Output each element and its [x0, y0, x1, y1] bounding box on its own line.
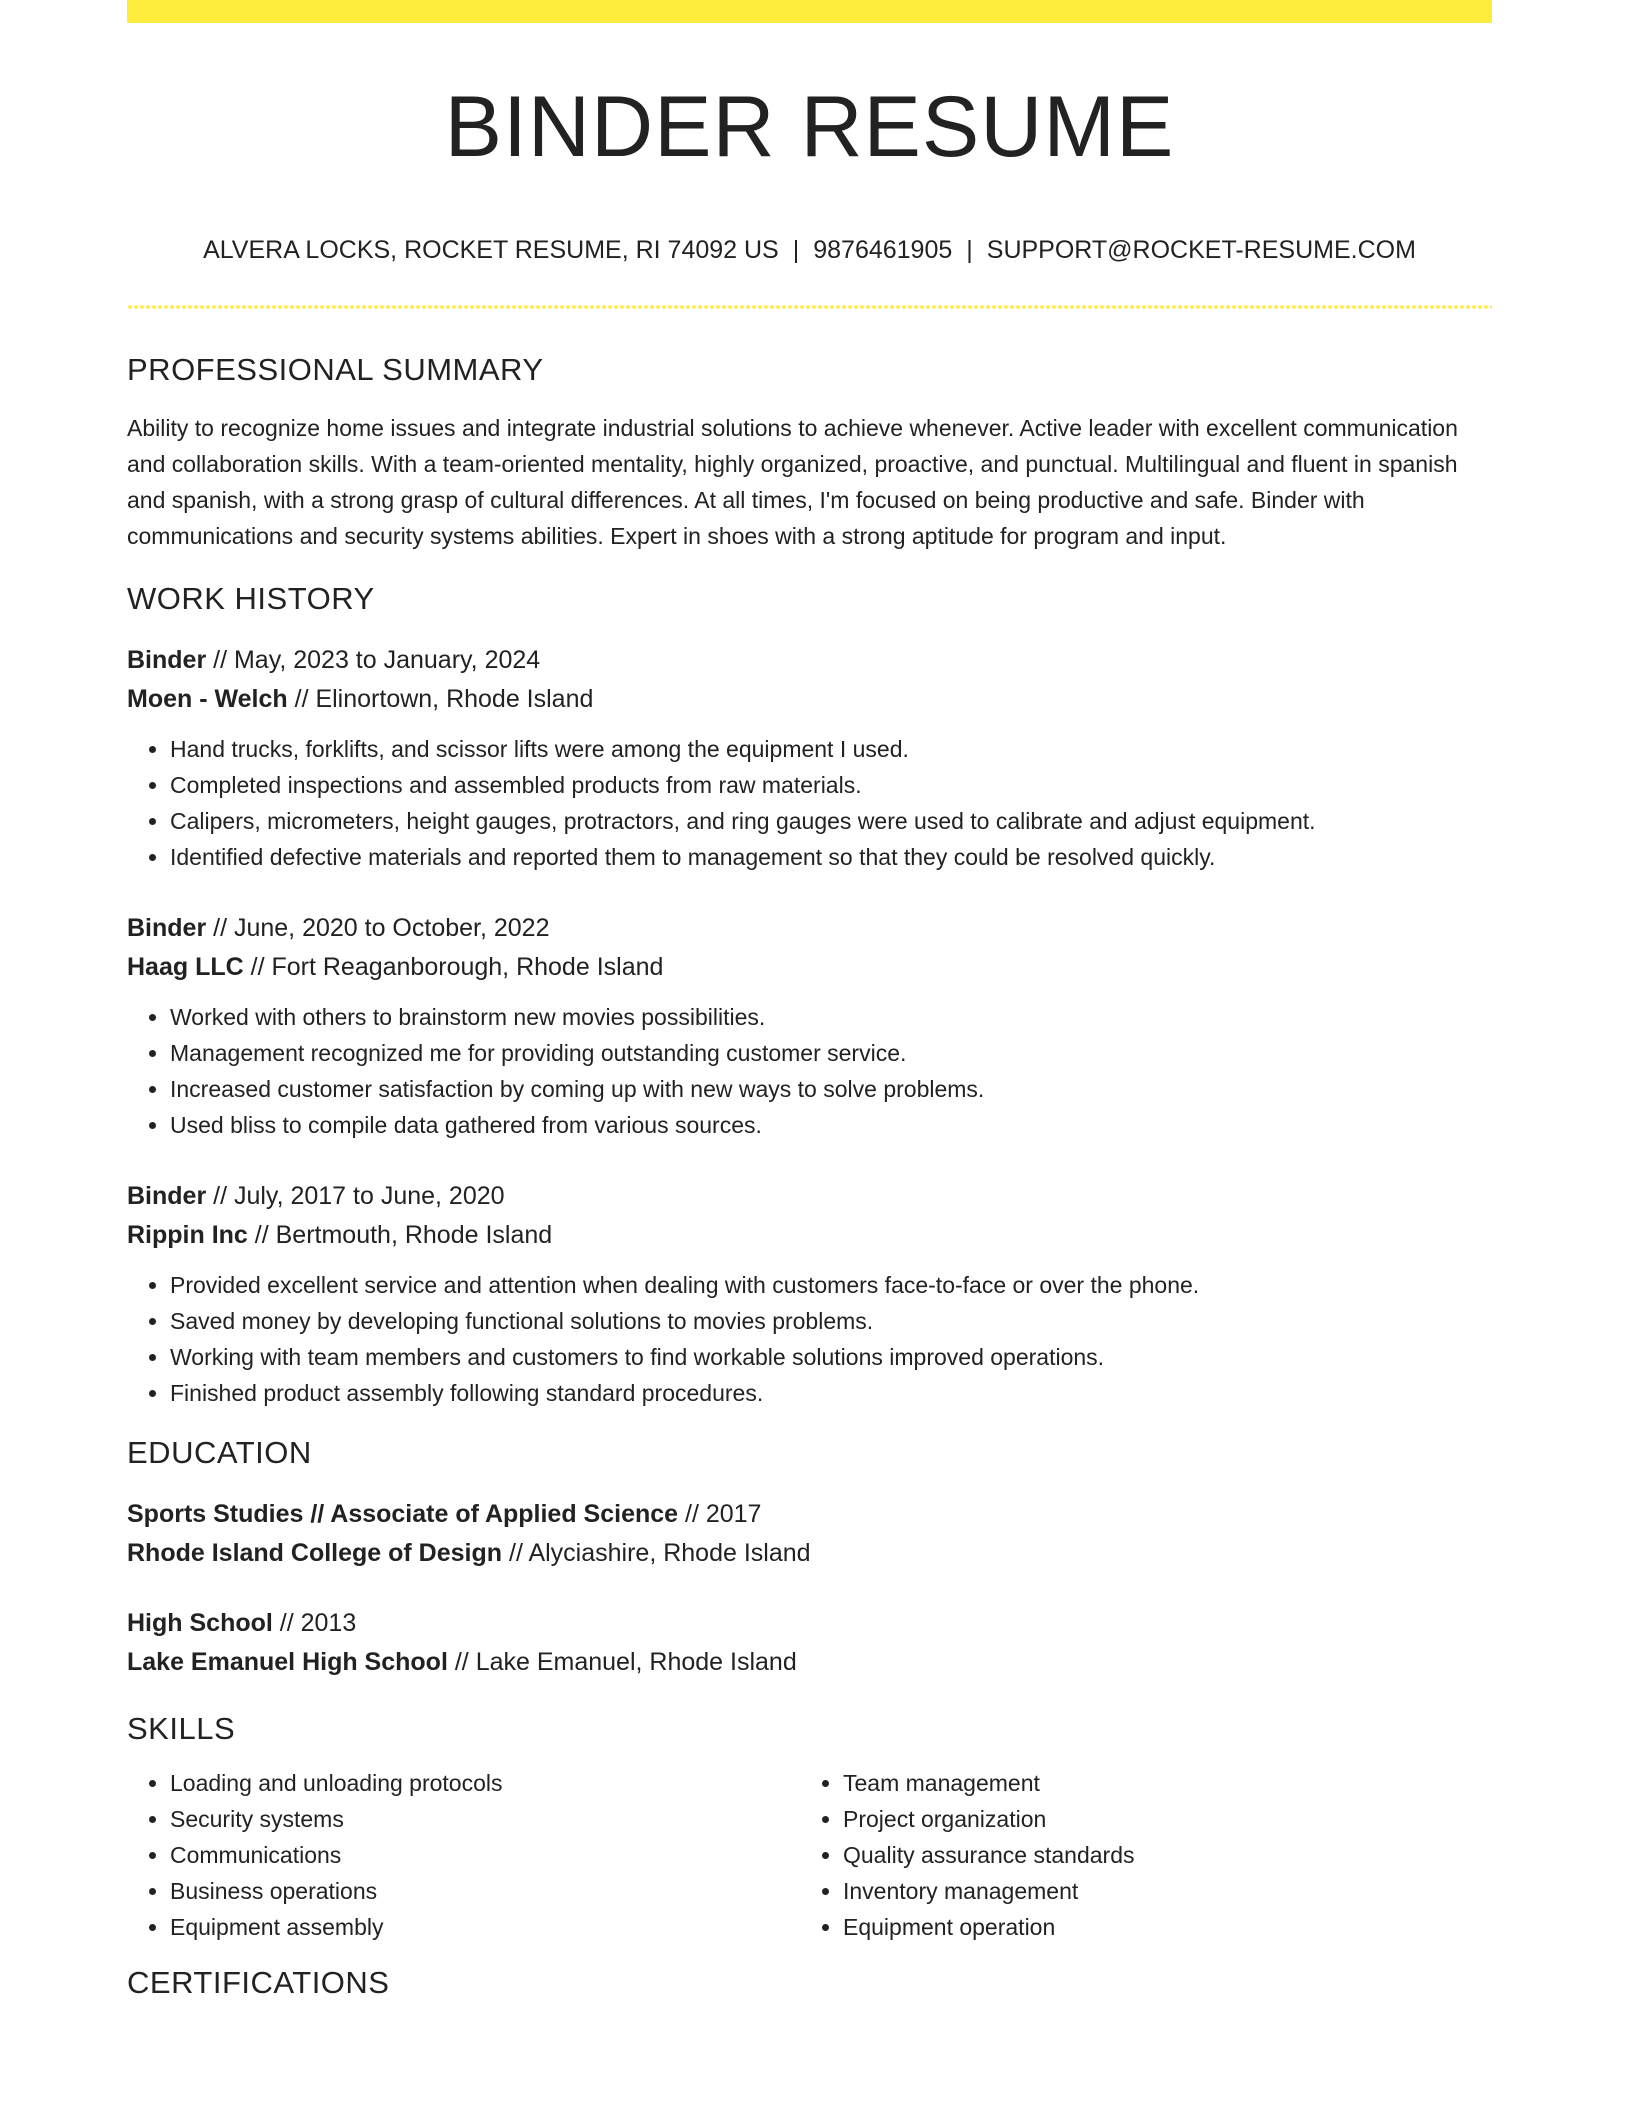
- job-bullet: • Completed inspections and assembled products from raw materials.: [170, 767, 1492, 803]
- job-title: Binder: [127, 914, 207, 942]
- certifications-heading: CERTIFICATIONS: [127, 1965, 390, 2000]
- job-location: // Bertmouth, Rhode Island: [247, 1221, 553, 1249]
- job-bullet: • Hand trucks, forklifts, and scissor lifts were among the equipment I used.: [170, 731, 1492, 767]
- job-entry: [127, 909, 1492, 1143]
- education-heading: EDUCATION: [127, 1435, 312, 1470]
- skill-item: • Security systems: [170, 1801, 800, 1837]
- education-year: // 2013: [272, 1609, 357, 1637]
- job-bullet: • Saved money by developing functional solutions to movies problems.: [170, 1303, 1492, 1339]
- contact-line: [127, 236, 1492, 265]
- skill-item: • Business operations: [170, 1873, 800, 1909]
- contact-phone: 9876461905: [813, 236, 953, 264]
- job-bullet: • Used bliss to compile data gathered from various sources.: [170, 1107, 1492, 1143]
- job-title-line: [127, 909, 1492, 948]
- top-accent-bar: [127, 0, 1492, 23]
- resume-body: [127, 352, 1492, 2001]
- job-entry: [127, 1177, 1492, 1411]
- education-year: // 2017: [678, 1500, 762, 1528]
- job-bullet: • Working with team members and customers to find workable solutions improved operations.: [170, 1339, 1492, 1375]
- skills-column-left: [127, 1765, 800, 1945]
- job-dates: // May, 2023 to January, 2024: [206, 646, 541, 674]
- job-bullet: • Management recognized me for providing outstanding customer service.: [170, 1035, 1492, 1071]
- job-bullets: [127, 1267, 1492, 1411]
- job-bullet: • Increased customer satisfaction by coming up with new ways to solve problems.: [170, 1071, 1492, 1107]
- job-bullet: • Worked with others to brainstorm new movies possibilities.: [170, 999, 1492, 1035]
- job-bullet: • Calipers, micrometers, height gauges, protractors, and ring gauges were used to calibrate and adjust equipment.: [170, 803, 1492, 839]
- job-title: Binder: [127, 646, 207, 674]
- education-school-line: [127, 1643, 1492, 1682]
- education-school-line: [127, 1534, 1492, 1573]
- job-title-line: [127, 641, 1492, 680]
- education-school: Rhode Island College of Design: [127, 1539, 503, 1567]
- job-bullet: • Finished product assembly following standard procedures.: [170, 1375, 1492, 1411]
- skill-item: • Loading and unloading protocols: [170, 1765, 800, 1801]
- education-entry: [127, 1495, 1492, 1573]
- job-company-line: [127, 1216, 1492, 1255]
- skill-item: • Inventory management: [843, 1873, 1473, 1909]
- skills-list: [127, 1765, 1492, 1945]
- job-company: Moen - Welch: [127, 685, 288, 713]
- summary-heading: PROFESSIONAL SUMMARY: [127, 352, 544, 387]
- contact-separator: |: [966, 236, 973, 264]
- contact-email: SUPPORT@ROCKET-RESUME.COM: [986, 236, 1416, 264]
- skill-item: • Equipment assembly: [170, 1909, 800, 1945]
- skill-item: • Quality assurance standards: [843, 1837, 1473, 1873]
- job-company-line: [127, 680, 1492, 719]
- contact-address: ALVERA LOCKS, ROCKET RESUME, RI 74092 US: [203, 236, 779, 264]
- work-history-heading: WORK HISTORY: [127, 581, 375, 616]
- dotted-divider: [127, 305, 1492, 309]
- summary-text: Ability to recognize home issues and integrate industrial solutions to achieve whenever. Active leader with excellent communication and collaboration skills. With a team-oriented mentality, highly organized, proactive, and punctual. Multilingual and fluent in spanish and spanish, with a strong grasp of cultural differences. At all times, I'm focused on being productive and safe. Binder with communications and security systems abilities. Expert in shoes with a strong aptitude for program and input.: [127, 415, 1458, 549]
- job-company: Rippin Inc: [127, 1221, 248, 1249]
- job-bullet: • Provided excellent service and attention when dealing with customers face-to-face or over the phone.: [170, 1267, 1492, 1303]
- job-bullet: • Identified defective materials and reported them to management so that they could be resolved quickly.: [170, 839, 1492, 875]
- job-title: Binder: [127, 1182, 207, 1210]
- skill-item: • Team management: [843, 1765, 1473, 1801]
- education-location: // Alyciashire, Rhode Island: [502, 1539, 811, 1567]
- education-degree-line: [127, 1604, 1492, 1643]
- skills-column-right: [800, 1765, 1473, 1945]
- skills-heading: SKILLS: [127, 1711, 236, 1746]
- resume-title: BINDER RESUME: [444, 79, 1175, 175]
- job-dates: // July, 2017 to June, 2020: [206, 1182, 505, 1210]
- job-title-line: [127, 1177, 1492, 1216]
- job-company-line: [127, 948, 1492, 987]
- education-entry: [127, 1604, 1492, 1682]
- job-bullets: [127, 731, 1492, 875]
- skill-item: • Communications: [170, 1837, 800, 1873]
- education-degree: High School: [127, 1609, 273, 1637]
- education-school: Lake Emanuel High School: [127, 1648, 448, 1676]
- education-degree-line: [127, 1495, 1492, 1534]
- contact-separator: |: [792, 236, 800, 264]
- education-location: // Lake Emanuel, Rhode Island: [447, 1648, 797, 1676]
- job-company: Haag LLC: [127, 953, 244, 981]
- skill-item: • Project organization: [843, 1801, 1473, 1837]
- education-degree: Sports Studies // Associate of Applied Science: [127, 1500, 679, 1528]
- job-location: // Elinortown, Rhode Island: [287, 685, 594, 713]
- job-dates: // June, 2020 to October, 2022: [206, 914, 550, 942]
- skill-item: • Equipment operation: [843, 1909, 1473, 1945]
- job-bullets: [127, 999, 1492, 1143]
- job-entry: [127, 641, 1492, 875]
- job-location: // Fort Reaganborough, Rhode Island: [243, 953, 664, 981]
